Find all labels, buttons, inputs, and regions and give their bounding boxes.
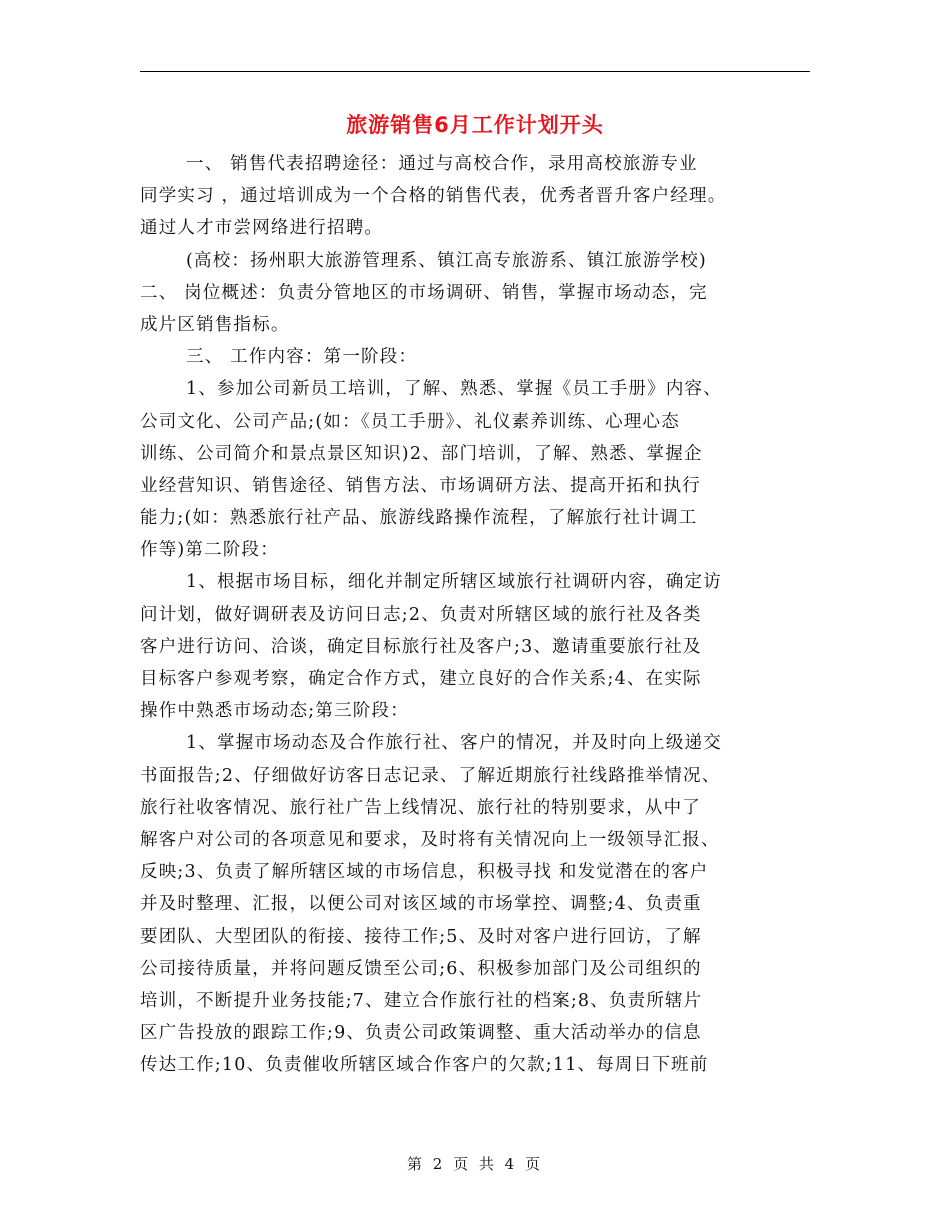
body-line: 书面报告;2、仔细做好访客日志记录、了解近期旅行社线路推举情况、 (140, 765, 721, 786)
body-line: 能力;(如：熟悉旅行社产品、旅游线路操作流程，了解旅行社计调工 (140, 508, 698, 529)
body-line: 反映;3、负责了解所辖区域的市场信息，积极寻找 和发觉潜在的客户 (140, 862, 709, 883)
page-number-footer: 第 2 页 共 4 页 (407, 1155, 543, 1173)
body-line: 同学实习 ，通过培训成为一个合格的销售代表，优秀者晋升客户经理。 (140, 186, 727, 207)
body-line: 公司接待质量，并将问题反馈至公司;6、积极参加部门及公司组织的 (140, 958, 702, 979)
body-line: 培训，不断提升业务技能;7、建立合作旅行社的档案;8、负责所辖片 (140, 990, 703, 1011)
body-line: 并及时整理、汇报，以便公司对该区域的市场掌控、调整;4、负责重 (140, 894, 702, 915)
body-line: 1、参加公司新员工培训，了解、熟悉、掌握《员工手册》内容、 (186, 379, 722, 400)
body-line: 业经营知识、销售途径、销售方法、市场调研方法、提高开拓和执行 (140, 475, 701, 496)
body-line: 公司文化、公司产品;(如：《员工手册》、礼仪素养训练、心理心态 (140, 411, 680, 432)
body-line: 解客户对公司的各项意见和要求，及时将有关情况向上一级领导汇报、 (140, 829, 720, 850)
body-line: (高校：扬州职大旅游管理系、镇江高专旅游系、镇江旅游学校) (186, 250, 707, 271)
document-body (140, 148, 820, 1081)
body-line: 二、 岗位概述：负责分管地区的市场调研、销售，掌握市场动态，完 (140, 282, 708, 303)
body-line: 三、 工作内容：第一阶段： (186, 347, 418, 368)
body-line: 一、 销售代表招聘途径：通过与高校合作，录用高校旅游专业 (186, 154, 698, 174)
body-line: 成片区销售指标。 (140, 314, 290, 335)
body-line: 作等)第二阶段： (140, 540, 279, 561)
body-line: 问计划，做好调研表及访问日志;2、负责对所辖区域的旅行社及各类 (140, 604, 702, 625)
header-rule (140, 71, 810, 72)
body-line: 要团队、大型团队的衔接、接待工作;5、及时对客户进行回访，了解 (140, 926, 702, 947)
body-line: 旅行社收客情况、旅行社广告上线情况、旅行社的特别要求，从中了 (140, 797, 701, 818)
document-title: 旅游销售6月工作计划开头 (346, 113, 604, 137)
body-line: 1、根据市场目标，细化并制定所辖区域旅行社调研内容，确定访 (186, 572, 722, 593)
body-line: 操作中熟悉市场动态;第三阶段： (140, 701, 409, 722)
body-line: 训练、公司简介和景点景区知识)2、部门培训，了解、熟悉、掌握企 (140, 443, 703, 464)
body-line: 通过人才市尝网络进行招聘。 (140, 218, 384, 239)
body-line: 传达工作;10、负责催收所辖区域合作客户的欠款;11、每周日下班前 (140, 1055, 709, 1076)
body-line: 客户进行访问、洽谈，确定目标旅行社及客户;3、邀请重要旅行社及 (140, 636, 702, 657)
body-line: 区广告投放的跟踪工作;9、负责公司政策调整、重大活动举办的信息 (140, 1023, 702, 1044)
body-line: 目标客户参观考察，确定合作方式，建立良好的合作关系;4、在实际 (140, 669, 702, 689)
body-line: 1、掌握市场动态及合作旅行社、客户的情况，并及时向上级递交 (186, 733, 722, 754)
